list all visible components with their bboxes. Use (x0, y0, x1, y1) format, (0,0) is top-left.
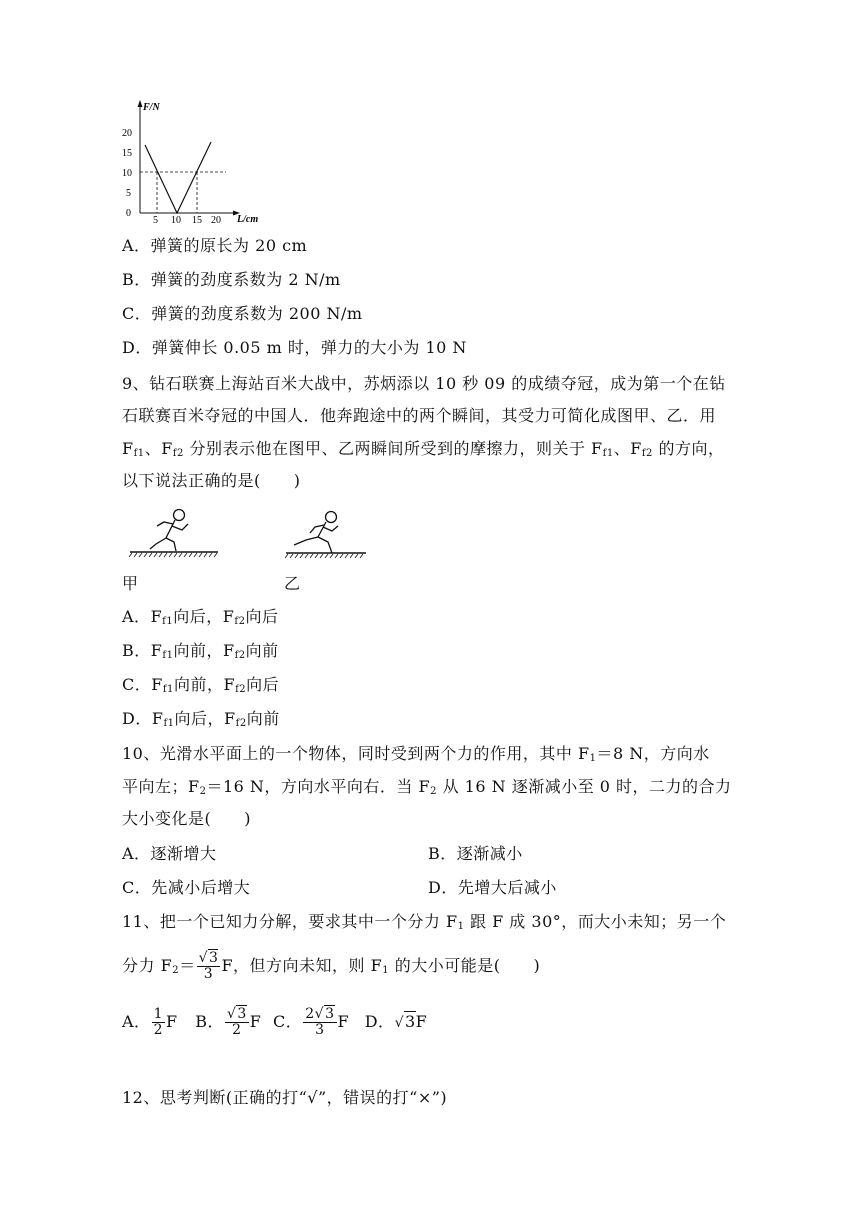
q10-text-line3: 大小变化是( ) (122, 809, 251, 828)
y-tick-20: 20 (122, 128, 132, 139)
q11-text-line2: 分力 $F_2=$ $\frac{√3}{3}$ F，但方向未知，则 $F_1$ 的大小可能是( ) (122, 950, 541, 982)
y-tick-5: 5 (126, 188, 131, 199)
q10-option-d: D．先增大后减小 (428, 878, 557, 897)
y-axis-label: F/N (143, 102, 160, 113)
q9-option-a: A．$F_{f1}$向后，$F_{f2}$向后 (122, 607, 279, 627)
y-tick-15: 15 (122, 148, 132, 159)
fraction-sqrt3-over-3: $\frac{√3}{3}$ (198, 950, 219, 982)
x-tick-20: 20 (211, 215, 221, 226)
x-axis-label: L/cm (237, 214, 259, 225)
figure-label-yi: 乙 (284, 574, 301, 593)
q8-option-a: A．弹簧的原长为 20 cm (122, 236, 308, 255)
q10-option-a: A．逐渐增大 (122, 844, 217, 863)
q12-text: 12、思考判断(正确的打“√”，错误的打“×”) (122, 1088, 448, 1107)
figure-label-jia: 甲 (122, 574, 139, 593)
q9-text-line2: 石联赛百米夺冠的中国人．他奔跑途中的两个瞬间，其受力可简化成图甲、乙．用 (122, 406, 717, 425)
runner-figure-jia (126, 504, 226, 560)
y-axis-arrow (138, 100, 143, 107)
force-curve (145, 142, 211, 213)
y-tick-0: 0 (126, 208, 131, 219)
sqrt-sign: √ (394, 1015, 404, 1031)
q9-text-line3: $F_{f1}$、$F_{f2}$ 分别表示他在图甲、乙两瞬间所受到的摩擦力，则关于 $F_{f1}$、$F_{f2}$ 的方向， (122, 439, 725, 459)
x-tick-15: 15 (192, 215, 202, 226)
fraction-2sqrt3-over-3: $\frac{2√3}{3}$ (305, 1006, 335, 1038)
q9-option-d: D．$F_{f1}$向后，$F_{f2}$向前 (122, 709, 280, 729)
force-length-graph (118, 98, 268, 226)
runner-jia-head (174, 510, 185, 521)
q9-text-line1: 9、钻石联赛上海站百米大战中，苏炳添以 10 秒 09 的成绩夺冠，成为第一个在钻 (122, 374, 726, 393)
y-tick-10: 10 (122, 168, 132, 179)
q10-option-c: C．先减小后增大 (122, 878, 251, 897)
q11-options: A． $\frac{1}{2}$ F B． $\frac{√3}{2}$ F C． $\frac{2√3}{3}$ F D．√3F (122, 1006, 428, 1038)
q9-option-b: B．$F_{f1}$向前，$F_{f2}$向前 (122, 641, 279, 661)
q8-option-d: D．弹簧伸长 0.05 m 时，弹力的大小为 10 N (122, 338, 467, 357)
x-tick-10: 10 (171, 215, 181, 226)
runner-yi-head (326, 512, 337, 523)
q9-option-c: C．$F_{f1}$向前，$F_{f2}$向后 (122, 675, 280, 695)
fraction-one-half: $\frac{1}{2}$ (153, 1006, 163, 1038)
q10-text-line1: 10、光滑水平面上的一个物体，同时受到两个力的作用，其中 $F_1=8$ N，方向水 (122, 744, 710, 764)
runner-figure-yi (284, 504, 374, 564)
x-tick-5: 5 (153, 215, 158, 226)
q8-option-c: C．弹簧的劲度系数为 200 N/m (122, 304, 363, 323)
q11-text-line1: 11、把一个已知力分解，要求其中一个分力 $F_1$ 跟 F 成 30°，而大小未知；另一个 (122, 912, 727, 932)
q10-option-b: B．逐渐减小 (428, 844, 523, 863)
q8-option-b: B．弹簧的劲度系数为 2 N/m (122, 270, 341, 289)
q10-text-line2: 平向左；$F_2=16$ N，方向水平向右．当 $F_2$ 从 16 N 逐渐减小至 0 时，二力的合力 (122, 777, 732, 797)
fraction-sqrt3-over-2: $\frac{√3}{2}$ (226, 1006, 247, 1038)
q9-text-line4: 以下说法正确的是( ) (122, 471, 301, 490)
